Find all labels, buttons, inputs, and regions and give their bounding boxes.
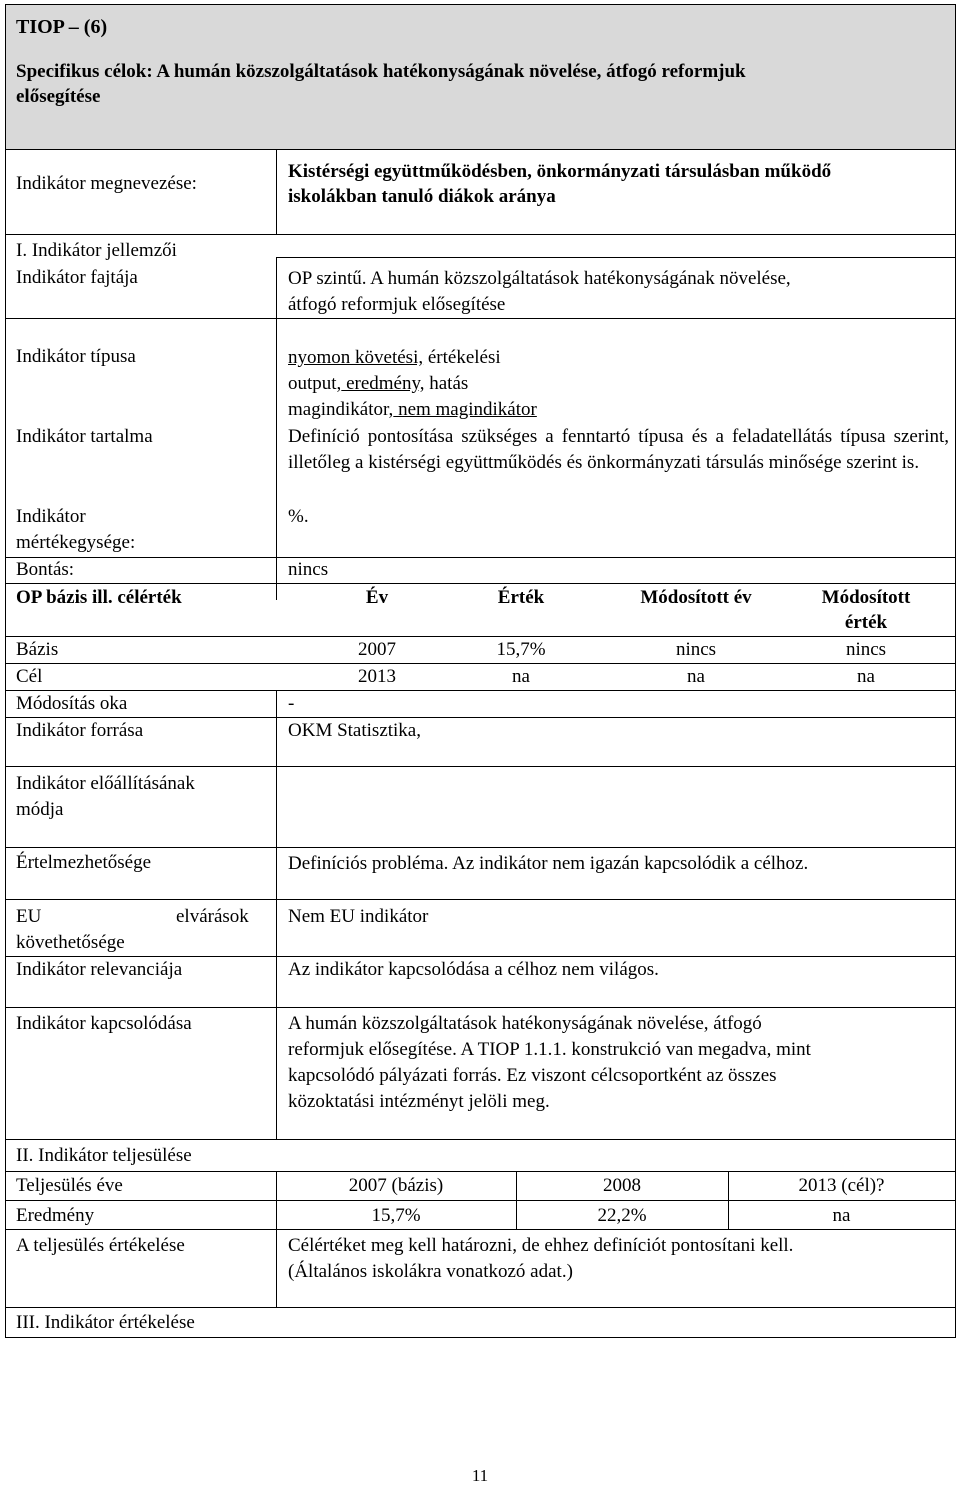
- teljesules-value-1: 2007 (bázis): [348, 1175, 444, 1196]
- indicator-name-value-line1: Kistérségi együttműködésben, önkormányzati társulásban működő: [288, 161, 832, 182]
- column-divider: [276, 150, 277, 234]
- eloallitas-label-1: Indikátor előállításának: [16, 773, 195, 794]
- left-column-border: [276, 257, 277, 318]
- teljesules-value-2: 2008: [603, 1175, 641, 1196]
- header-modified-value-line1: Módosított: [821, 587, 911, 608]
- teljesules-value-3: 2013 (cél)?: [798, 1175, 885, 1196]
- bontas-bottom-line: [6, 583, 955, 584]
- tipusa-not-core: nem magindikátor: [393, 399, 537, 420]
- row-base-modified-value: nincs: [845, 639, 887, 660]
- section-1-title: I. Indikátor jellemzői: [16, 240, 177, 261]
- header-box: [5, 4, 956, 150]
- row-base-value: 15,7%: [496, 639, 546, 660]
- eloallitas-label-2: módja: [16, 799, 64, 820]
- target-table-bottom-line: [6, 690, 955, 691]
- eredmeny-value-2: 22,2%: [597, 1205, 647, 1226]
- ertekeles-line1: Célértéket meg kell határozni, de ehhez definíciót pontosítani kell.: [288, 1235, 794, 1256]
- eredmeny-value-3: na: [832, 1205, 851, 1226]
- tipusa-monitoring: nyomon követési,: [288, 347, 424, 368]
- row-target-modified-year: na: [687, 666, 705, 687]
- header-year: Év: [365, 587, 389, 608]
- row-base-year: 2007: [358, 639, 396, 660]
- teljesules-bottom-line: [6, 1200, 955, 1201]
- tipusa-evaluation: értékelési: [423, 347, 501, 368]
- bontas-top-line: [6, 557, 955, 558]
- tartalma-label: Indikátor tartalma: [16, 426, 153, 447]
- section-2-box: [5, 1139, 956, 1308]
- mertekegyseg-value: %.: [288, 506, 309, 527]
- ertelmezheto-bottom-line: [6, 899, 955, 900]
- section-2-title: II. Indikátor teljesülése: [16, 1145, 192, 1166]
- section-2-title-line: [6, 1171, 955, 1172]
- row-target-year: 2013: [358, 666, 396, 687]
- row-base-modified-year: nincs: [675, 639, 717, 660]
- forrasa-label: Indikátor forrása: [16, 720, 144, 741]
- header-modified-year: Módosított év: [640, 587, 752, 608]
- specific-goals-line2: elősegítése: [16, 86, 101, 107]
- specific-goals-line1: Specifikus célok: A humán közszolgáltatások hatékonyságának növelése, átfogó reformjuk: [16, 61, 746, 82]
- row-base-label: Bázis: [16, 639, 59, 660]
- indicator-name-label: Indikátor megnevezése:: [16, 173, 197, 194]
- ertelmezheto-label: Értelmezhetősége: [16, 852, 152, 873]
- row-target-modified-value: na: [857, 666, 875, 687]
- section-3-title: III. Indikátor értékelése: [16, 1312, 195, 1333]
- row-target-value: na: [512, 666, 530, 687]
- tipusa-line2: [288, 371, 468, 397]
- fajtaja-value-line1: OP szintű. A humán közszolgáltatások hatékonyságának növelése,: [288, 268, 791, 289]
- eu-label-1a: EU: [16, 906, 42, 927]
- modositas-label: Módosítás oka: [16, 693, 128, 714]
- eu-label-1b: elvárások: [176, 906, 249, 927]
- eu-label-2: követhetősége: [16, 932, 125, 953]
- fajtaja-bottom-line: [6, 318, 955, 319]
- ertelmezheto-value: Definíciós probléma. Az indikátor nem igazán kapcsolódik a célhoz.: [288, 853, 809, 874]
- eredmeny-bottom-line: [6, 1229, 955, 1230]
- teljesules-label: Teljesülés éve: [16, 1175, 123, 1196]
- fajtaja-top-line: [276, 257, 956, 258]
- tipusa-core: magindikátor,: [288, 399, 394, 420]
- tipusa-label: Indikátor típusa: [16, 346, 136, 367]
- eu-value: Nem EU indikátor: [288, 906, 429, 927]
- tipusa-output: output,: [288, 373, 342, 394]
- forrasa-bottom-line: [6, 766, 955, 767]
- details-column-border: [276, 690, 277, 1140]
- modositas-bottom-line: [6, 717, 955, 718]
- kapcsolodas-label: Indikátor kapcsolódása: [16, 1013, 192, 1034]
- bontas-value: nincs: [288, 559, 329, 580]
- fajtaja-label: Indikátor fajtája: [16, 267, 138, 288]
- section-3-box: [5, 1307, 956, 1338]
- eloallitas-bottom-line: [6, 847, 955, 848]
- fajtaja-value-line2: átfogó reformjuk elősegítése: [288, 294, 506, 315]
- mertekegyseg-label-1: Indikátor: [16, 506, 86, 527]
- relevancia-label: Indikátor relevanciája: [16, 959, 183, 980]
- page-title: TIOP – (6): [16, 16, 108, 38]
- header-modified-value-line2: érték: [844, 612, 888, 633]
- page-number: 11: [471, 1466, 489, 1485]
- kapcsolodas-line1: A humán közszolgáltatások hatékonyságának növelése, átfogó: [288, 1013, 762, 1034]
- mertekegyseg-label-2: mértékegysége:: [16, 532, 136, 553]
- tipusa-line1: [288, 345, 501, 371]
- section-1-box: [5, 234, 956, 1140]
- tipusa-impact: hatás: [424, 373, 469, 394]
- eredmeny-label: Eredmény: [16, 1205, 95, 1226]
- forrasa-value: OKM Statisztika,: [288, 720, 421, 741]
- kapcsolodas-line2: reformjuk elősegítése. A TIOP 1.1.1. konstrukció van megadva, mint: [288, 1039, 811, 1060]
- bontas-label: Bontás:: [16, 559, 75, 580]
- header-value: Érték: [497, 587, 545, 608]
- indicator-name-value-line2: iskolákban tanuló diákok aránya: [288, 186, 556, 207]
- target-table-label: OP bázis ill. célérték: [16, 587, 182, 608]
- kapcsolodas-line4: közoktatási intézményt jelöli meg.: [288, 1091, 550, 1112]
- row-target-label: Cél: [16, 666, 43, 687]
- indicator-name-row: [5, 149, 956, 235]
- modositas-value: -: [288, 693, 295, 714]
- eredmeny-value-1: 15,7%: [371, 1205, 421, 1226]
- relevancia-value: Az indikátor kapcsolódása a célhoz nem világos.: [288, 959, 659, 980]
- tipusa-line3: [288, 397, 537, 423]
- tipusa-result: eredmény,: [341, 373, 425, 394]
- tartalma-value: Definíció pontosítása szükséges a fenntartó típusa és a feladatellátás típusa szerint, illetőleg a kistérségi együttműködés és önkormányzati társulás minősége szerint is.: [288, 426, 949, 473]
- kapcsolodas-line3: kapcsolódó pályázati forrás. Ez viszont célcsoportként az összes: [288, 1065, 777, 1086]
- ertekeles-label: A teljesülés értékelése: [16, 1235, 185, 1256]
- ertekeles-line2: (Általános iskolákra vonatkozó adat.): [288, 1261, 573, 1282]
- relevancia-bottom-line: [6, 1007, 955, 1008]
